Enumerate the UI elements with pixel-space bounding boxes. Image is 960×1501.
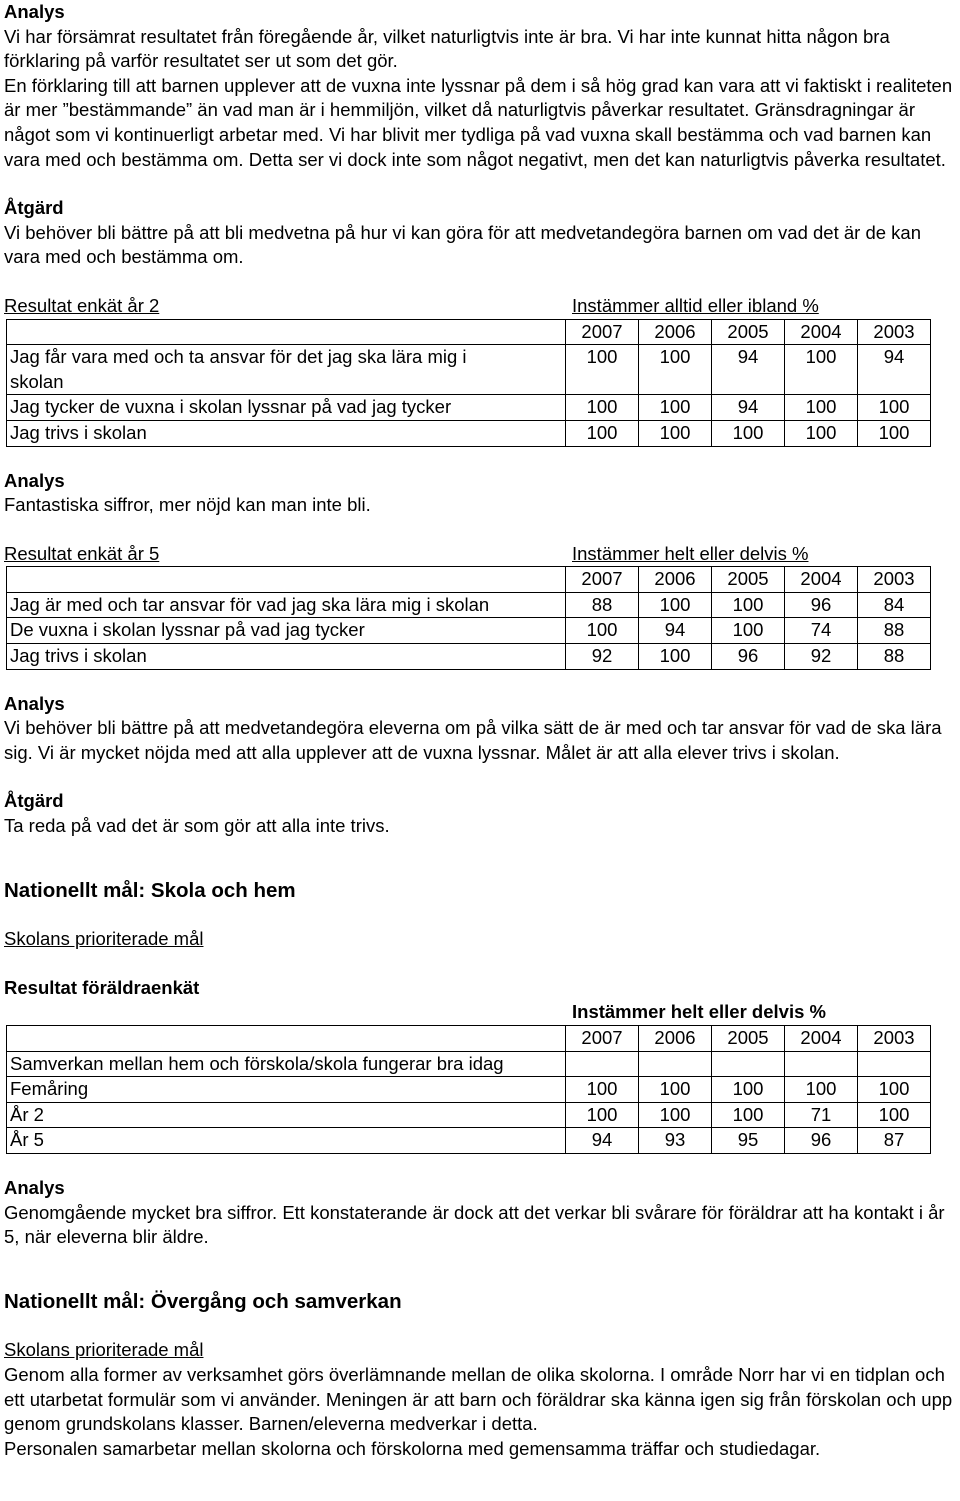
- survey2-table: [6, 319, 931, 447]
- value-cell: 100: [858, 1077, 931, 1103]
- year-cell: 2007: [566, 319, 639, 345]
- analys-heading: Analys: [4, 692, 65, 714]
- analys-text: Vi har försämrat resultatet från föregående år, vilket naturligtvis inte är bra. Vi har inte kunnat hitta någon bra förklaring på varför resultatet ser ut som det gör.: [4, 25, 890, 72]
- analys-heading: Analys: [4, 1176, 65, 1198]
- atgard-heading: Åtgärd: [4, 790, 64, 812]
- value-cell: 100: [858, 420, 931, 446]
- value-cell: 100: [566, 420, 639, 446]
- value-cell: 96: [712, 644, 785, 670]
- value-cell: 96: [785, 592, 858, 618]
- row-label: År 2: [7, 1102, 566, 1128]
- year-cell: 2003: [858, 567, 931, 593]
- table-row: [7, 1026, 931, 1052]
- survey5-title: Resultat enkät år 5: [4, 542, 160, 564]
- year-cell: 2006: [639, 1026, 712, 1052]
- table-row: [7, 395, 931, 421]
- table-row: [7, 618, 931, 644]
- value-cell: 100: [639, 1102, 712, 1128]
- table-row: [7, 1102, 931, 1128]
- body-text: Personalen samarbetar mellan skolorna och förskolorna med gemensamma träffar och studiedagar.: [4, 1437, 821, 1459]
- table-row: [7, 319, 931, 345]
- row-label: De vuxna i skolan lyssnar på vad jag tycker: [7, 618, 566, 644]
- value-cell: 100: [712, 1102, 785, 1128]
- value-cell: 100: [639, 345, 712, 395]
- row-label: År 5: [7, 1128, 566, 1154]
- value-cell: 100: [712, 1077, 785, 1103]
- year-cell: 2003: [858, 1026, 931, 1052]
- survey5-scale: Instämmer helt eller delvis %: [572, 542, 809, 564]
- parent-survey-scale: Instämmer helt eller delvis %: [572, 1001, 826, 1023]
- survey2-header: [4, 294, 956, 319]
- table-row: [7, 1128, 931, 1154]
- section-heading: Nationellt mål: Skola och hem: [4, 878, 296, 902]
- atgard-text: Vi behöver bli bättre på att bli medvetna på hur vi kan göra för att medvetandegöra barnen om vad det är de kan vara med och bestämma om.: [4, 221, 922, 268]
- value-cell: 88: [566, 592, 639, 618]
- value-cell: 100: [566, 1102, 639, 1128]
- year-cell: 2004: [785, 319, 858, 345]
- value-cell: 100: [566, 618, 639, 644]
- value-cell: 94: [566, 1128, 639, 1154]
- value-cell: 100: [858, 395, 931, 421]
- table-row: [7, 345, 931, 395]
- value-cell: 95: [712, 1128, 785, 1154]
- value-cell: 100: [712, 618, 785, 644]
- atgard-heading: Åtgärd: [4, 197, 64, 219]
- analys-text: En förklaring till att barnen upplever att de vuxna inte lyssnar på dem i så hög grad kan vara att vi faktiskt i realiteten är mer ”bestämmande” än vad man är i hemmiljön, vilket då naturligtvis påverkar resultatet. Gränsdragningar är något som vi kontinuerligt arbetar med. Vi har blivit mer tydliga på vad vuxna skall bestämma och vad barnen kan vara med och bestämma om. Detta ser vi dock inte som något negativt, men det kan naturligtvis påverka resultatet.: [4, 74, 953, 170]
- table-row: [7, 1077, 931, 1103]
- table-row: [7, 567, 931, 593]
- year-cell: 2007: [566, 567, 639, 593]
- analys-text: Fantastiska siffror, mer nöjd kan man inte bli.: [4, 494, 371, 516]
- analys-text: Genomgående mycket bra siffror. Ett konstaterande är dock att det verkar bli svårare för föräldrar att ha kontakt i år 5, när eleverna blir äldre.: [4, 1201, 945, 1248]
- value-cell: 88: [858, 618, 931, 644]
- value-cell: 94: [639, 618, 712, 644]
- year-cell: 2005: [712, 567, 785, 593]
- year-cell: 2003: [858, 319, 931, 345]
- value-cell: 100: [785, 395, 858, 421]
- survey2-title: Resultat enkät år 2: [4, 294, 160, 316]
- section-heading: Nationellt mål: Övergång och samverkan: [4, 1289, 402, 1313]
- prioriterade-mal: Skolans prioriterade mål: [4, 928, 204, 950]
- prioriterade-mal: Skolans prioriterade mål: [4, 1339, 204, 1361]
- row-label: Jag trivs i skolan: [7, 644, 566, 670]
- value-cell: 100: [785, 345, 858, 395]
- value-cell: 100: [639, 395, 712, 421]
- value-cell: 100: [639, 644, 712, 670]
- value-cell: 100: [566, 1077, 639, 1103]
- row-label: Jag får vara med och ta ansvar för det jag ska lära mig i skolan: [7, 345, 566, 395]
- value-cell: 96: [785, 1128, 858, 1154]
- value-cell: 100: [639, 1077, 712, 1103]
- value-cell: 100: [785, 1077, 858, 1103]
- analys-text: Vi behöver bli bättre på att medvetandegöra eleverna om på vilka sätt de är med och tar ansvar för vad de ska lära sig. Vi är mycket nöjda med att alla upplever att de vuxna lyssnar. Målet är att alla elever trivs i skolan.: [4, 717, 942, 763]
- year-cell: 2005: [712, 319, 785, 345]
- table-row: [7, 420, 931, 446]
- row-label: Jag trivs i skolan: [7, 420, 566, 446]
- value-cell: 93: [639, 1128, 712, 1154]
- table-row: [7, 592, 931, 618]
- value-cell: 100: [858, 1102, 931, 1128]
- value-cell: 88: [858, 644, 931, 670]
- value-cell: 100: [566, 345, 639, 395]
- value-cell: 94: [712, 345, 785, 395]
- year-cell: 2007: [566, 1026, 639, 1052]
- value-cell: 94: [712, 395, 785, 421]
- value-cell: 100: [712, 420, 785, 446]
- value-cell: 87: [858, 1128, 931, 1154]
- value-cell: 84: [858, 592, 931, 618]
- survey5-header: [4, 542, 956, 567]
- parent-survey-header: [4, 1000, 956, 1025]
- analys-heading: Analys: [4, 469, 65, 491]
- year-cell: 2006: [639, 567, 712, 593]
- value-cell: 100: [566, 395, 639, 421]
- survey2-scale: Instämmer alltid eller ibland %: [572, 294, 819, 316]
- value-cell: 100: [712, 592, 785, 618]
- table-row: [7, 644, 931, 670]
- row-label: Jag tycker de vuxna i skolan lyssnar på vad jag tycker: [7, 395, 566, 421]
- year-cell: 2004: [785, 567, 858, 593]
- value-cell: 92: [785, 644, 858, 670]
- year-cell: 2005: [712, 1026, 785, 1052]
- row-label: Jag är med och tar ansvar för vad jag ska lära mig i skolan: [7, 592, 566, 618]
- value-cell: 74: [785, 618, 858, 644]
- row-label: Femåring: [7, 1077, 566, 1103]
- question-label: Samverkan mellan hem och förskola/skola fungerar bra idag: [7, 1051, 566, 1077]
- parent-survey-table: [6, 1025, 931, 1154]
- atgard-text: Ta reda på vad det är som gör att alla inte trivs.: [4, 815, 390, 837]
- year-cell: 2004: [785, 1026, 858, 1052]
- value-cell: 92: [566, 644, 639, 670]
- value-cell: 94: [858, 345, 931, 395]
- value-cell: 100: [785, 420, 858, 446]
- value-cell: 100: [639, 592, 712, 618]
- analys-heading: Analys: [4, 1, 65, 22]
- value-cell: 100: [639, 420, 712, 446]
- year-cell: 2006: [639, 319, 712, 345]
- value-cell: 71: [785, 1102, 858, 1128]
- body-text: Genom alla former av verksamhet görs överlämnande mellan de olika skolorna. I område Norr har vi en tidplan och ett utarbetat formulär som vi använder. Meningen är att barn och föräldrar ska känna igen sig från förskolan och upp genom grundskolans klasser. Barnen/eleverna medverkar i detta.: [4, 1363, 953, 1435]
- result-title: Resultat föräldraenkät: [4, 976, 200, 998]
- table-row: [7, 1051, 931, 1077]
- survey5-table: [6, 566, 931, 669]
